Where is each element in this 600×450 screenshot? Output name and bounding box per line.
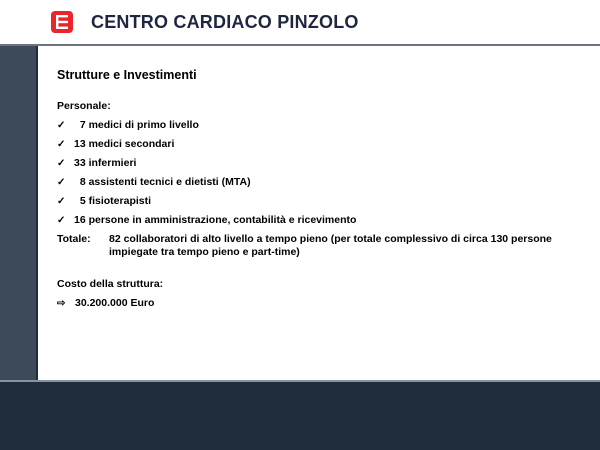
personale-label: Personale: xyxy=(57,100,111,112)
totale-label: Totale: xyxy=(57,233,91,245)
list-item xyxy=(57,119,587,132)
list-item xyxy=(57,195,587,208)
costo-label: Costo della struttura: xyxy=(57,278,164,290)
checkmark-icon: ✓ xyxy=(57,158,66,169)
totale-value: 82 collaboratori di alto livello a tempo pieno (per totale complessivo di circa 130 persone impiegate tra tempo pieno e part-time) xyxy=(109,233,552,258)
footer-divider xyxy=(0,380,600,382)
sidebar-edge xyxy=(36,46,38,380)
personale-list xyxy=(57,119,587,227)
list-item xyxy=(57,176,587,189)
costo-row xyxy=(57,297,587,310)
list-item xyxy=(57,138,587,151)
checkmark-icon: ✓ xyxy=(57,215,66,226)
sidebar-bar xyxy=(0,46,36,380)
logo-icon xyxy=(51,11,73,33)
list-item-text: 33 infermieri xyxy=(74,157,137,169)
list-item xyxy=(57,214,587,227)
list-item-text: 8 assistenti tecnici e dietisti (MTA) xyxy=(74,176,251,188)
totale-row xyxy=(57,233,587,259)
arrow-right-icon: ⇨ xyxy=(57,298,66,309)
list-item-text: 13 medici secondari xyxy=(74,138,175,150)
list-item xyxy=(57,157,587,170)
header-divider xyxy=(0,44,600,46)
list-item-text: 5 fisioterapisti xyxy=(74,195,152,207)
costo-value: 30.200.000 Euro xyxy=(75,297,155,309)
checkmark-icon: ✓ xyxy=(57,196,66,207)
checkmark-icon: ✓ xyxy=(57,177,66,188)
checkmark-icon: ✓ xyxy=(57,120,66,131)
list-item-text: 7 medici di primo livello xyxy=(74,119,199,131)
checkmark-icon: ✓ xyxy=(57,139,66,150)
slide-content xyxy=(57,66,587,310)
header xyxy=(0,0,600,44)
list-item-text: 16 persone in amministrazione, contabilità e ricevimento xyxy=(74,214,357,226)
section-title: Strutture e Investimenti xyxy=(57,68,197,82)
footer-bar xyxy=(0,380,600,450)
page-title: CENTRO CARDIACO PINZOLO xyxy=(91,12,359,32)
